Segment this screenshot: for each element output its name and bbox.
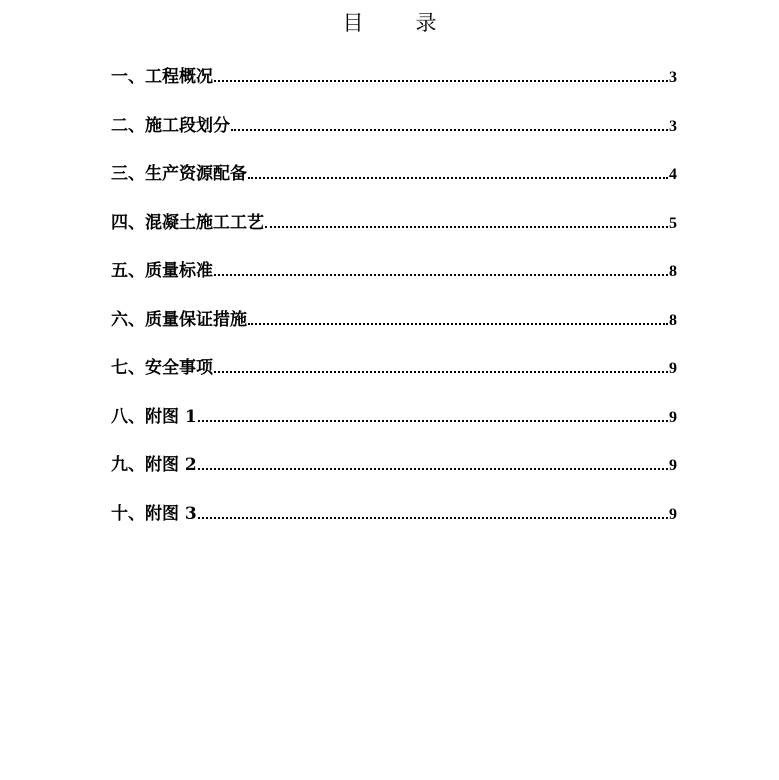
toc-page-number: 9 [669,457,677,474]
toc-entry-5[interactable] [111,257,677,306]
toc-entry-label: 一、工程概况 [111,67,213,87]
toc-page-number: 9 [669,360,677,377]
toc-dot-leader [214,370,668,373]
toc-entry-7[interactable] [111,354,677,403]
toc-entry-label: 六、质量保证措施 [111,309,247,330]
toc-entry-2[interactable] [111,112,677,161]
toc-entry-4[interactable] [111,209,677,258]
toc-entry-9[interactable] [111,451,677,500]
toc-entry-label: 八、附图 1 [111,406,197,427]
toc-page-number: 3 [669,69,677,86]
toc-title [0,8,779,38]
toc-page-number: 3 [669,117,677,135]
toc-dot-leader [265,225,668,228]
toc-entry-label: 二、施工段划分 [111,115,230,136]
toc-page-number: 4 [669,166,677,183]
toc-page-number: 8 [669,263,677,280]
toc-page-number: 9 [669,505,677,523]
toc-title-char-2: 录 [415,11,437,35]
toc-entry-8[interactable] [111,403,677,452]
toc-dot-leader [231,128,668,131]
toc-dot-leader [214,79,668,82]
toc-entry-3[interactable] [111,160,677,209]
toc-entry-label: 三、生产资源配备 [111,164,247,184]
toc-dot-leader [198,516,668,519]
toc-dot-leader [248,176,668,179]
toc-entry-label: 七、安全事项 [111,358,213,378]
toc-dot-leader [214,273,668,276]
toc-entry-1[interactable] [111,63,677,112]
toc-dot-leader [248,322,668,325]
toc-list [111,63,677,548]
toc-entry-label: 五、质量标准 [111,261,213,281]
toc-page-number: 5 [669,214,677,232]
toc-title-char-1: 目 [342,11,364,35]
toc-entry-label: 十、附图 3 [111,503,197,524]
toc-page-number: 8 [669,311,677,329]
toc-entry-label: 四、混凝土施工工艺 [111,212,264,233]
toc-dot-leader [198,419,668,422]
toc-dot-leader [198,467,668,470]
toc-entry-label: 九、附图 2 [111,455,197,475]
toc-page-number: 9 [669,408,677,426]
toc-entry-6[interactable] [111,306,677,355]
toc-entry-10[interactable] [111,500,677,549]
